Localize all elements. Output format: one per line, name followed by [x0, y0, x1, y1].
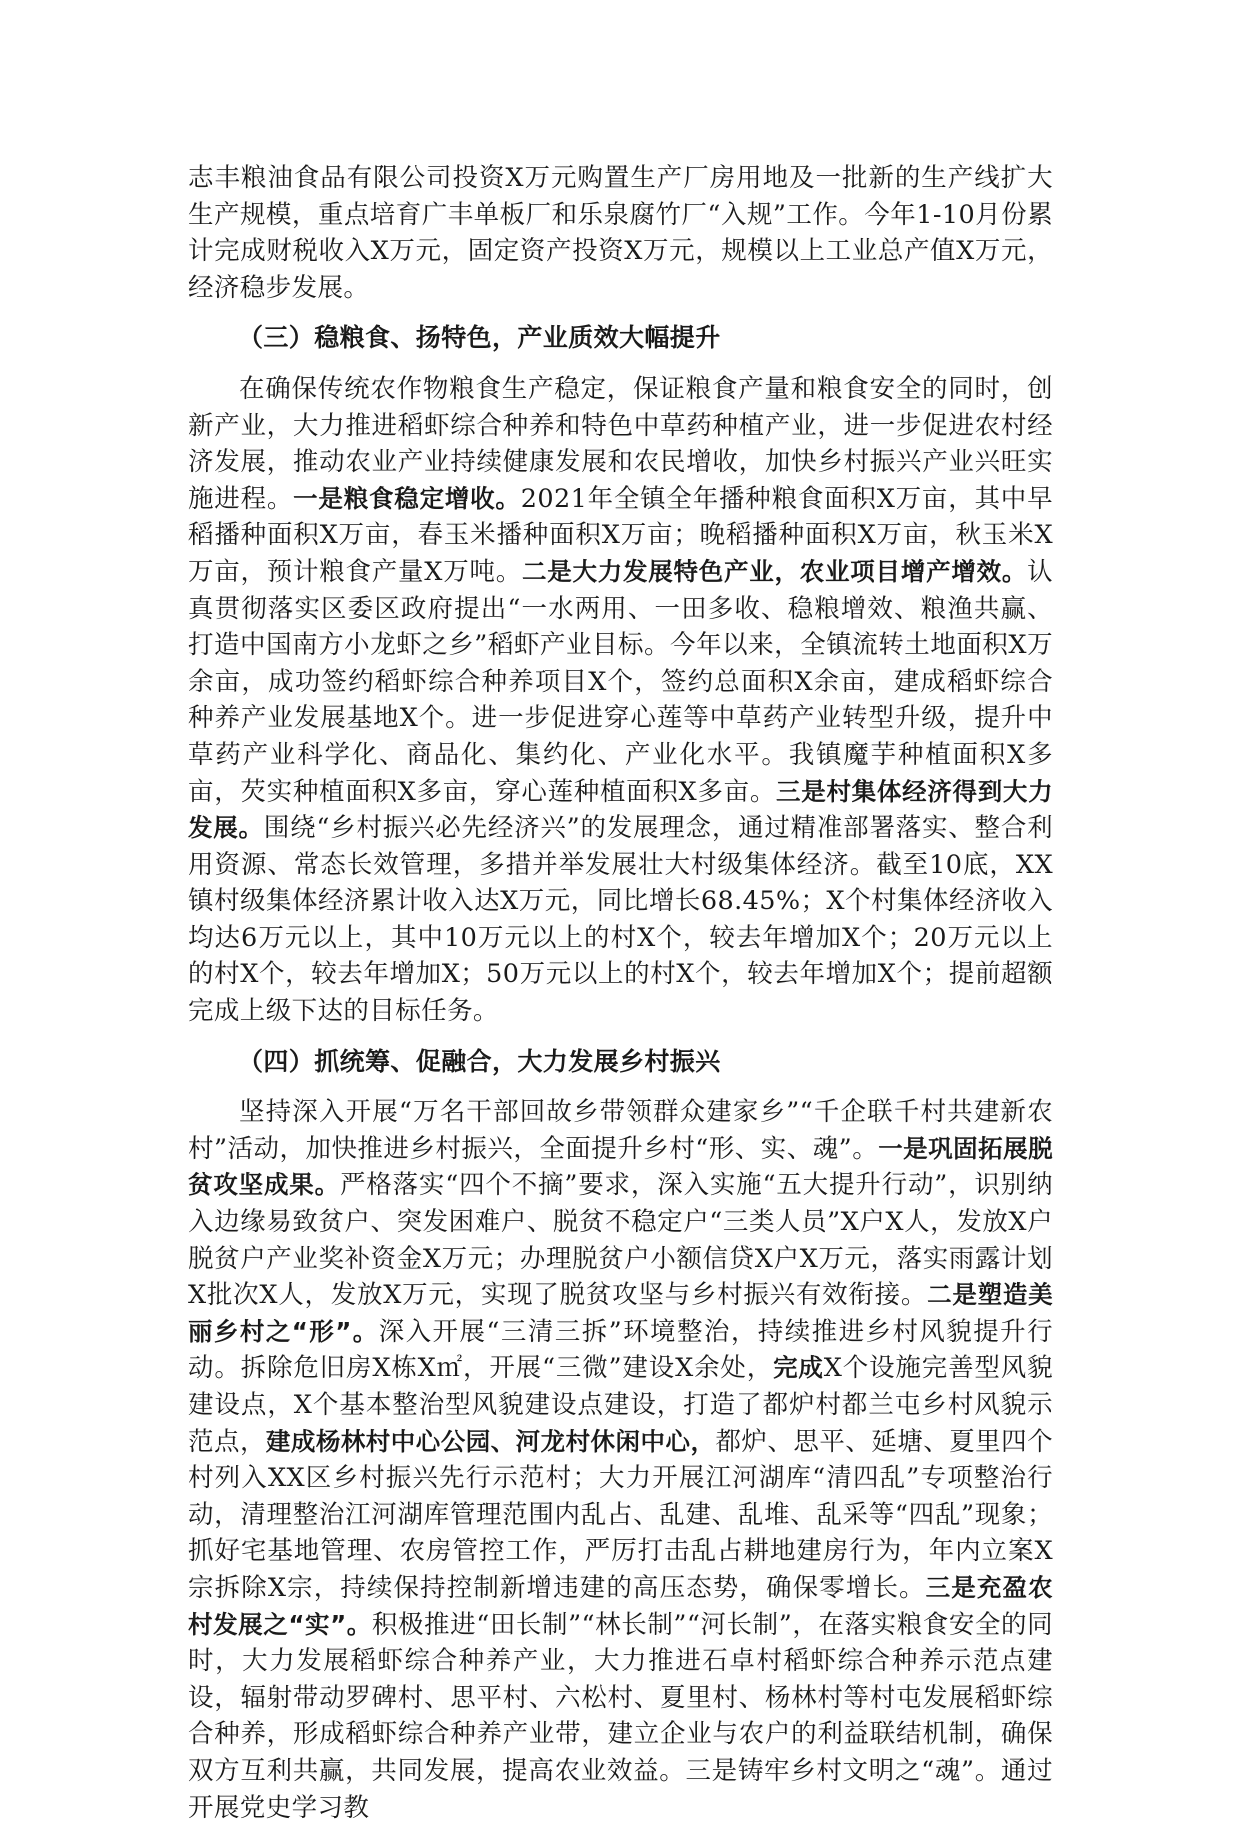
heading-text: （三）稳粮食、扬特色，产业质效大幅提升	[238, 323, 721, 353]
paragraph-text: 志丰粮油食品有限公司投资X万元购置生产厂房用地及一批新的生产线扩大生产规模，重点培育广丰单板厂和乐泉腐竹厂“入规”工作。今年1-10月份累计完成财税收入X万元，固定资产投资X万元，规模以上工业总产值X万元，经济稳步发展。	[188, 163, 1053, 303]
paragraph-text: 在确保传统农作物粮食生产稳定，保证粮食产量和粮食安全的同时，创新产业，大力推进稻虾综合种养和特色中草药种植产业，进一步促进农村经济发展，推动农业产业持续健康发展和农民增收，加快乡村振兴产业兴旺实施进程。	[188, 373, 1053, 514]
paragraph-continuation	[188, 160, 1053, 306]
paragraph-text: 认真贯彻落实区委区政府提出“一水两用、一田多收、稳粮增效、粮渔共赢、打造中国南方小龙虾之乡”稻虾产业目标。今年以来，全镇流转土地面积X万余亩，成功签约稻虾综合种养项目X个，签约总面积X余亩，建成稻虾综合种养产业发展基地X个。进一步促进穿心莲等中草药产业转型升级，提升中草药产业科学化、商品化、集约化、产业化水平。我镇魔芋种植面积X多亩，芡实种植面积X多亩，穿心莲种植面积X多亩。	[188, 556, 1054, 807]
paragraph-text: 严格落实“四个不摘”要求，深入实施“五大提升行动”，识别纳入边缘易致贫户、突发困难户、脱贫不稳定户“三类人员”X户X人，发放X户脱贫户产业奖补资金X万元；办理脱贫户小额信贷X户X万元，落实雨露计划X批次X人，发放X万元，实现了脱贫攻坚与乡村振兴有效衔接。	[188, 1170, 1053, 1311]
paragraph-text: 深入开展“三清三拆”环境整治，持续推进乡村风貌提升行动。拆除危旧房X栋X㎡，开展“三微”建设X余处，	[188, 1316, 1054, 1384]
bold-lead: 二是大力发展特色产业，农业项目增产增效。	[521, 556, 1028, 586]
bold-lead: 一是粮食稳定增收。	[293, 483, 521, 513]
section-3-paragraph	[188, 371, 1053, 1030]
paragraph-text: 积极推进“田长制”“林长制”“河长制”，在落实粮食安全的同时，大力发展稻虾综合种养产业，大力推进石卓村稻虾综合种养示范点建设，辐射带动罗碑村、思平村、六松村、夏里村、杨林村等村屯发展稻虾综合种养，形成稻虾综合种养产业带，建立企业与农户的利益联结机制，确保双方互利共赢，共同发展，提高农业效益。三是铸牢乡村文明之“魂”。通过开展党史学习教	[188, 1609, 1054, 1823]
bold-lead: 一是巩固拓展脱贫攻坚成果。	[188, 1133, 1053, 1200]
section-4-paragraph	[188, 1094, 1053, 1826]
heading-text: （四）抓统筹、促融合，大力发展乡村振兴	[238, 1046, 721, 1076]
paragraph-text: 围绕“乡村振兴必先经济兴”的发展理念，通过精准部署落实、整合利用资源、常态长效管理，多措并举发展壮大村级集体经济。截至10底，XX镇村级集体经济累计收入达X万元，同比增长68.45%；X个村集体经济收入均达6万元以上，其中10万元以上的村X个，较去年增加X个；20万元以上的村X个，较去年增加X；50万元以上的村X个，较去年增加X个；提前超额完成上级下达的目标任务。	[188, 813, 1053, 1027]
section-heading-3	[188, 306, 1053, 371]
bold-inline: 完成	[773, 1353, 824, 1383]
bold-lead: 三是充盈农村发展之“实”。	[188, 1572, 1054, 1639]
bold-lead: 三是村集体经济得到大力发展。	[188, 776, 1053, 843]
document-page	[188, 160, 1053, 1826]
section-heading-4	[188, 1030, 1053, 1095]
paragraph-text: 都炉、思平、延塘、夏里四个村列入XX区乡村振兴先行示范村；大力开展江河湖库“清四乱”专项整治行动，清理整治江河湖库管理范围内乱占、乱建、乱堆、乱采等“四乱”现象；抓好宅基地管理、农房管控工作，严厉打击乱占耕地建房行为，年内立案X宗拆除X宗，持续保持控制新增违建的高压态势，确保零增长。	[188, 1426, 1054, 1603]
bold-lead: 二是塑造美丽乡村之“形”。	[188, 1280, 1053, 1346]
paragraph-text: 2021年全镇全年播种粮食面积X万亩，其中早稻播种面积X万亩，春玉米播种面积X万亩；晚稻播种面积X万亩，秋玉米X万亩，预计粮食产量X万吨。	[188, 483, 1053, 587]
paragraph-text: X个设施完善型风貌建设点，X个基本整治型风貌建设点建设，打造了都炉村都兰屯乡村风貌示范点，	[188, 1353, 1053, 1457]
bold-inline: 建成杨林村中心公园、河龙村休闲中心，	[265, 1426, 716, 1456]
paragraph-text: 坚持深入开展“万名干部回故乡带领群众建家乡”“千企联千村共建新农村”活动，加快推进乡村振兴，全面提升乡村“形、实、魂”。	[188, 1097, 1053, 1164]
